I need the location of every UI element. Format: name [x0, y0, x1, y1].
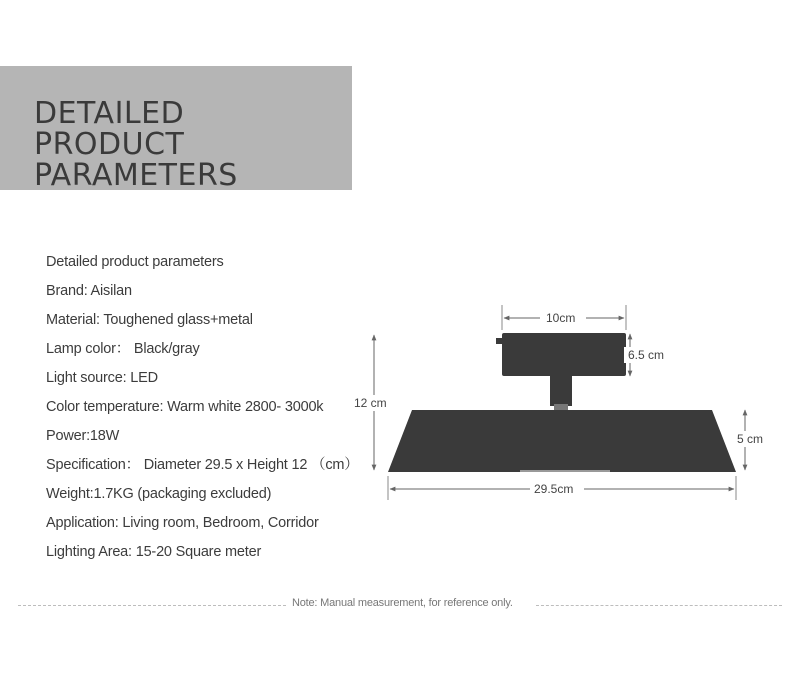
param-weight: Weight:1.7KG (packaging excluded) — [46, 486, 272, 502]
footer-note: Note: Manual measurement, for reference only. — [292, 597, 513, 609]
page-title-line1: DETAILED PRODUCT — [34, 96, 185, 162]
footer-divider-right — [536, 605, 782, 606]
lamp-dimension-diagram — [350, 300, 770, 510]
page-title-line2: PARAMETERS — [34, 158, 238, 193]
param-power: Power:18W — [46, 428, 120, 444]
lamp-shade — [388, 410, 736, 472]
dim-label-shade-height: 5 cm — [737, 432, 764, 446]
param-brand: Brand: Aisilan — [46, 283, 132, 299]
param-application: Application: Living room, Bedroom, Corridor — [46, 515, 319, 531]
param-lamp-color: Lamp color： Black/gray — [46, 341, 200, 357]
param-specification: Specification： Diameter 29.5 x Height 12 （cm） — [46, 457, 359, 473]
shade-diffuser — [520, 470, 610, 472]
dim-label-total-height: 12 cm — [354, 396, 387, 410]
dim-label-base-height: 6.5 cm — [628, 348, 665, 362]
lamp-illustration — [388, 333, 736, 472]
page-title — [34, 98, 334, 191]
param-light-source: Light source: LED — [46, 370, 158, 386]
param-lighting-area: Lighting Area: 15-20 Square meter — [46, 544, 262, 560]
parameter-list — [46, 250, 359, 569]
dim-label-diameter: 29.5cm — [534, 482, 574, 496]
footer-divider-left — [18, 605, 286, 606]
param-material: Material: Toughened glass+metal — [46, 312, 253, 328]
base-clip-icon — [496, 338, 503, 344]
dim-label-base-width: 10cm — [546, 311, 576, 325]
param-color-temperature: Color temperature: Warm white 2800- 3000k — [46, 399, 324, 415]
lamp-stem — [550, 376, 572, 406]
ceiling-base — [502, 333, 626, 376]
param-heading: Detailed product parameters — [46, 254, 224, 270]
